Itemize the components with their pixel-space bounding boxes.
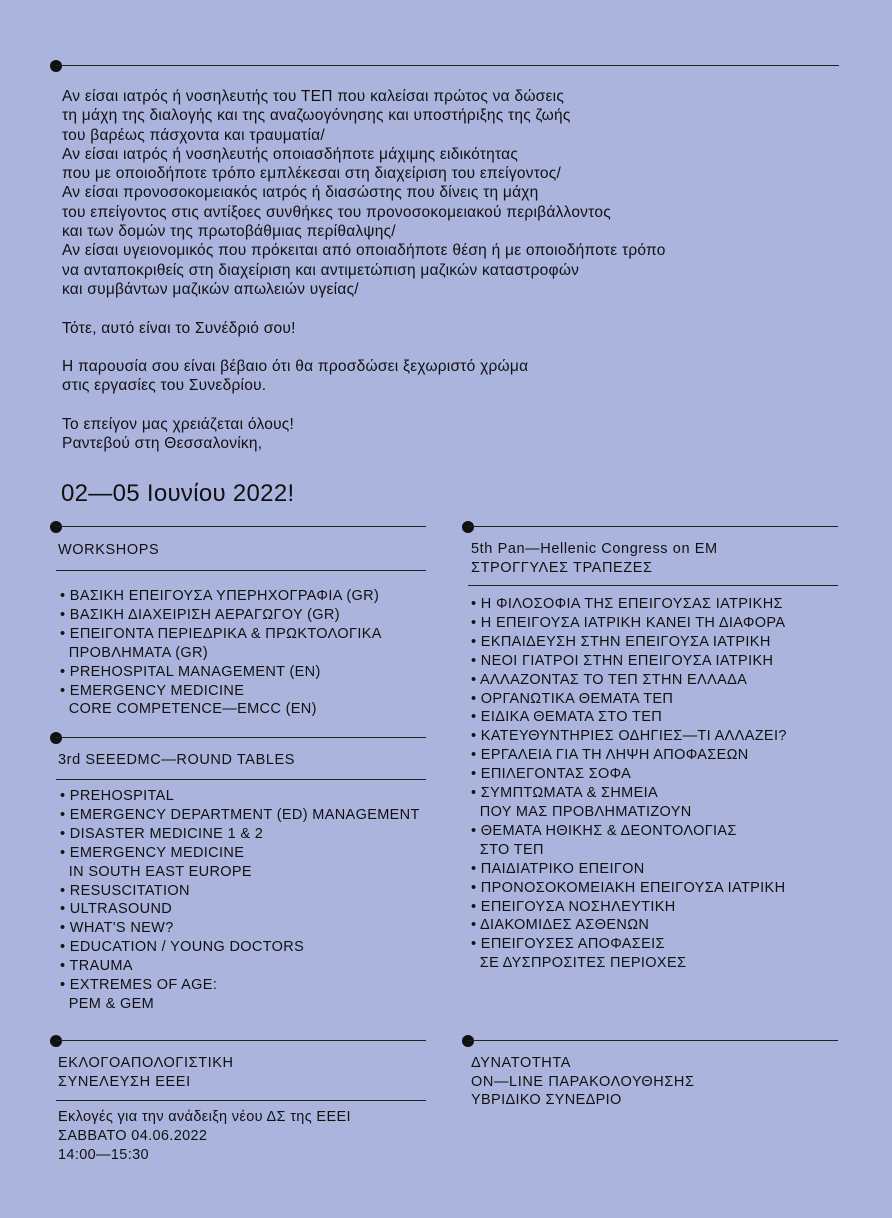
text-line: ΣΕ ΔΥΣΠΡΟΣΙΤΕΣ ΠΕΡΙΟΧΕΣ xyxy=(471,955,687,972)
assembly-title xyxy=(58,1054,234,1091)
text-line: • ΕΠΕΙΓΟΥΣΑ ΝΟΣΗΛΕΥΤΙΚΗ xyxy=(471,898,676,915)
top-rule-dot xyxy=(50,60,62,72)
text-line: και των δομών της πρωτοβάθμιας περίθαλψης/ xyxy=(62,223,396,241)
text-line: ΣΤΟ ΤΕΠ xyxy=(471,841,544,858)
text-line: τη μάχη της διαλογής και της αναζωογόνησης και υποστήριξης της ζωής xyxy=(62,107,571,125)
text-line: ΣΤΡΟΓΓΥΛΕΣ ΤΡΑΠΕΖΕΣ xyxy=(471,559,653,576)
congress-title-rule xyxy=(468,585,838,586)
text-line: • ΚΑΤΕΥΘΥΝΤΗΡΙΕΣ ΟΔΗΓΙΕΣ—ΤΙ ΑΛΛΑΖΕΙ? xyxy=(471,728,787,745)
text-line: στις εργασίες του Συνεδρίου. xyxy=(62,377,267,395)
text-line: • EDUCATION / YOUNG DOCTORS xyxy=(60,939,305,956)
text-line: που με οποιοδήποτε τρόπο εμπλέκεσαι στη διαχείριση του επείγοντος/ xyxy=(62,165,561,183)
workshops-rule xyxy=(56,526,426,527)
text-line: ΔΥΝΑΤΟΤΗΤΑ xyxy=(471,1055,572,1071)
text-line: • ΠΡΟΝΟΣΟΚΟΜΕΙΑΚΗ ΕΠΕΙΓΟΥΣΑ ΙΑΤΡΙΚΗ xyxy=(471,879,786,896)
paragraph-gap xyxy=(62,338,852,357)
text-line: του βαρέως πάσχοντα και τραυματία/ xyxy=(62,126,325,144)
online-details xyxy=(471,1091,622,1110)
text-line: Η παρουσία σου είναι βέβαιο ότι θα προσδώσει ξεχωριστό χρώμα xyxy=(62,358,529,376)
seeedmc-rule-dot xyxy=(50,732,62,744)
congress-rule xyxy=(468,526,838,527)
text-line: PEM & GEM xyxy=(60,995,155,1012)
text-line: του επείγοντος στις αντίξοες συνθήκες του προνοσοκομειακού περιβάλλοντος xyxy=(62,203,611,221)
text-line: Αν είσαι προνοσοκομειακός ιατρός ή διασώστης που δίνεις τη μάχη xyxy=(62,184,539,202)
text-line: • ULTRASOUND xyxy=(60,901,173,918)
text-line: Αν είσαι υγειονομικός που πρόκειται από οποιαδήποτε θέση ή με οποιοδήποτε τρόπο xyxy=(62,242,666,260)
text-line: • ΕΙΔΙΚΑ ΘΕΜΑΤΑ ΣΤΟ ΤΕΠ xyxy=(471,709,663,726)
congress-list xyxy=(471,595,787,973)
text-line: • EXTREMES OF AGE: xyxy=(60,977,218,994)
intro-text xyxy=(62,87,852,454)
text-line: • EMERGENCY MEDICINE xyxy=(60,682,245,699)
text-line: • ΕΠΕΙΓΟΥΣΕΣ ΑΠΟΦΑΣΕΙΣ xyxy=(471,936,665,953)
text-line: • Η ΦΙΛΟΣΟΦΙΑ ΤΗΣ ΕΠΕΙΓΟΥΣΑΣ ΙΑΤΡΙΚΗΣ xyxy=(471,596,783,612)
text-line: CORE COMPETENCE—EMCC (EN) xyxy=(60,701,317,718)
workshops-title-rule xyxy=(56,570,426,571)
text-line: ΣΥΝΕΛΕΥΣΗ ΕΕΕΙ xyxy=(58,1073,191,1090)
text-line: ΥΒΡΙΔΙΚΟ ΣΥΝΕΔΡΙΟ xyxy=(471,1092,622,1108)
text-line: Τότε, αυτό είναι το Συνέδριό σου! xyxy=(62,319,296,337)
text-line: • DISASTER MEDICINE 1 & 2 xyxy=(60,825,264,842)
seeedmc-list xyxy=(60,787,420,1014)
text-line: • ΕΡΓΑΛΕΙΑ ΓΙΑ ΤΗ ΛΗΨΗ ΑΠΟΦΑΣΕΩΝ xyxy=(471,747,749,764)
text-line: 14:00—15:30 xyxy=(58,1146,149,1163)
text-line: ΠΟΥ ΜΑΣ ΠΡΟΒΛΗΜΑΤΙΖΟΥΝ xyxy=(471,803,692,820)
text-line: ΠΡΟΒΛΗΜΑΤΑ (GR) xyxy=(60,644,209,661)
text-line: Αν είσαι ιατρός ή νοσηλευτής οποιασδήποτε μάχιμης ειδικότητας xyxy=(62,145,519,163)
text-line: και συμβάντων μαζικών απωλειών υγείας/ xyxy=(62,280,359,298)
seeedmc-title: 3rd SEEEDMC—ROUND TABLES xyxy=(58,752,296,768)
paragraph-gap xyxy=(62,299,852,318)
text-line: • ΒΑΣΙΚΗ ΔΙΑΧΕΙΡΙΣΗ ΑΕΡΑΓΩΓΟΥ (GR) xyxy=(60,606,340,623)
text-line: IN SOUTH EAST EUROPE xyxy=(60,863,252,880)
seeedmc-title-rule xyxy=(56,779,426,780)
assembly-rule-dot xyxy=(50,1035,62,1047)
assembly-title-rule xyxy=(56,1100,426,1101)
event-date: 02—05 Ιουνίου 2022! xyxy=(61,480,295,507)
congress-title xyxy=(471,540,718,577)
text-line: 5th Pan—Hellenic Congress on EM xyxy=(471,541,718,557)
text-line: Το επείγον μας χρειάζεται όλους! xyxy=(62,416,295,434)
text-line: • Η ΕΠΕΙΓΟΥΣΑ ΙΑΤΡΙΚΗ ΚΑΝΕΙ ΤΗ ΔΙΑΦΟΡΑ xyxy=(471,614,786,631)
text-line: να ανταποκριθείς στη διαχείριση και αντιμετώπιση μαζικών καταστροφών xyxy=(62,261,580,279)
text-line: • ΔΙΑΚΟΜΙΔΕΣ ΑΣΘΕΝΩΝ xyxy=(471,917,650,934)
congress-rule-dot xyxy=(462,521,474,533)
text-line: Αν είσαι ιατρός ή νοσηλευτής του ΤΕΠ που καλείσαι πρώτος να δώσεις xyxy=(62,88,565,105)
text-line: ΣΑΒΒΑΤΟ 04.06.2022 xyxy=(58,1127,208,1144)
text-line: • TRAUMA xyxy=(60,958,133,975)
text-line: Ραντεβού στη Θεσσαλονίκη, xyxy=(62,435,263,453)
assembly-details xyxy=(58,1108,351,1165)
text-line: • ΕΚΠΑΙΔΕΥΣΗ ΣΤΗΝ ΕΠΕΙΓΟΥΣΑ ΙΑΤΡΙΚΗ xyxy=(471,633,771,650)
text-line: • ΕΠΙΛΕΓΟΝΤΑΣ ΣΟΦΑ xyxy=(471,766,632,783)
text-line: • EMERGENCY DEPARTMENT (ED) MANAGEMENT xyxy=(60,806,420,823)
workshops-rule-dot xyxy=(50,521,62,533)
text-line: ON—LINE ΠΑΡΑΚΟΛΟΥΘΗΣΗΣ xyxy=(471,1073,695,1090)
text-line: • WHAT'S NEW? xyxy=(60,920,174,937)
workshops-list xyxy=(60,587,382,719)
paragraph-gap xyxy=(62,396,852,415)
text-line: Εκλογές για την ανάδειξη νέου ΔΣ της ΕΕΕΙ xyxy=(58,1109,351,1125)
text-line: • ΘΕΜΑΤΑ ΗΘΙΚΗΣ & ΔΕΟΝΤΟΛΟΓΙΑΣ xyxy=(471,822,737,839)
text-line: • EMERGENCY MEDICINE xyxy=(60,844,245,861)
text-line: • ΟΡΓΑΝΩΤΙΚΑ ΘΕΜΑΤΑ ΤΕΠ xyxy=(471,690,674,707)
seeedmc-rule xyxy=(56,737,426,738)
text-line: • ΒΑΣΙΚΗ ΕΠΕΙΓΟΥΣΑ ΥΠΕΡΗΧΟΓΡΑΦΙΑ (GR) xyxy=(60,588,380,604)
text-line: • PREHOSPITAL xyxy=(60,788,175,804)
online-title xyxy=(471,1054,695,1091)
text-line: • ΠΑΙΔΙΑΤΡΙΚΟ ΕΠΕΙΓΟΝ xyxy=(471,860,645,877)
text-line: ΕΚΛΟΓΟΑΠΟΛΟΓΙΣΤΙΚΗ xyxy=(58,1055,234,1071)
online-rule xyxy=(468,1040,838,1041)
text-line: • ΝΕΟΙ ΓΙΑΤΡΟΙ ΣΤΗΝ ΕΠΕΙΓΟΥΣΑ ΙΑΤΡΙΚΗ xyxy=(471,652,774,669)
text-line: • ΣΥΜΠΤΩΜΑΤΑ & ΣΗΜΕΙΑ xyxy=(471,785,659,802)
assembly-rule xyxy=(56,1040,426,1041)
text-line: • ΕΠΕΙΓΟΝΤΑ ΠΕΡΙΕΔΡΙΚΑ & ΠΡΩΚΤΟΛΟΓΙΚΑ xyxy=(60,625,382,642)
online-rule-dot xyxy=(462,1035,474,1047)
workshops-title: WORKSHOPS xyxy=(58,542,160,558)
text-line: • PREHOSPITAL MANAGEMENT (EN) xyxy=(60,663,321,680)
text-line: • ΑΛΛΑΖΟΝΤΑΣ ΤΟ ΤΕΠ ΣΤΗΝ ΕΛΛΑΔΑ xyxy=(471,671,748,688)
text-line: • RESUSCITATION xyxy=(60,882,190,899)
top-rule xyxy=(56,65,839,66)
